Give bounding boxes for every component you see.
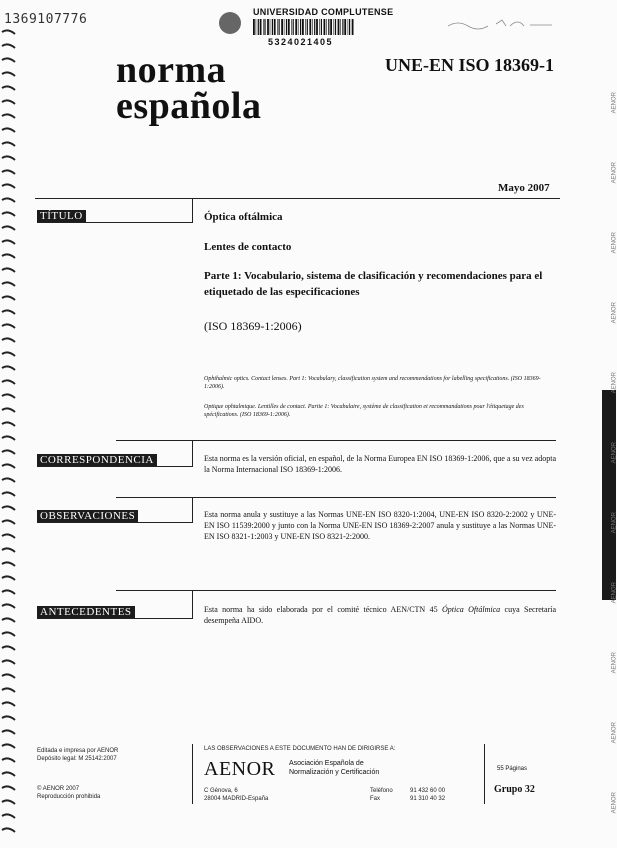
- norm-code: UNE-EN ISO 18369-1: [385, 55, 555, 75]
- antecedentes-committee: Óptica Oftálmica: [441, 605, 501, 614]
- fax-row: [370, 795, 445, 803]
- observaciones-text: Esta norma anula y sustituye a las Normas UNE-EN ISO 8320-1:2004, UNE-EN ISO 8320-2:2002 y UNE-EN ISO 11539:2000 y junto con la Norma UNE-EN ISO 18369-2:2007 anula y sustituye a las Normas UNE-EN ISO 8321-1:2003 y UNE-EN ISO 8321-2:2000.: [204, 510, 556, 541]
- aenor-name-line2: Normalización y Certificación: [289, 769, 380, 776]
- titulo-parte: Parte 1: Vocabulario, sistema de clasificación y recomendaciones para el etiquetado de las especificaciones: [204, 270, 543, 298]
- titulo-label: TÍTULO: [37, 210, 86, 222]
- aenor-logo: AENOR: [204, 758, 276, 780]
- antecedentes-text: [204, 604, 556, 626]
- document-heading: [116, 49, 262, 127]
- titulo-main: Óptica oftálmica: [204, 211, 283, 223]
- fax-label: Fax: [370, 796, 381, 802]
- address-line1: C Génova, 6: [204, 788, 238, 794]
- titulo-english: Ophthalmic optics. Contact lenses. Part 1: Vocabulary, classification system and recommendations for labelling specifications. (ISO 18369-1:2006).: [204, 376, 541, 390]
- correspondencia-text: Esta norma es la versión oficial, en español, de la Norma Europea EN ISO 18369-1:2006, que a su vez adopta la Norma Internacional ISO 18369-1:2006.: [204, 454, 556, 474]
- spiral-binding: [0, 28, 18, 840]
- telefono-label: Teléfono: [370, 788, 393, 794]
- aenor-full-name: [289, 759, 399, 777]
- barcode-icon: [253, 19, 353, 35]
- antecedentes-divider: [116, 590, 556, 591]
- university-seal-icon: [219, 12, 241, 34]
- titulo-underline: [37, 222, 193, 223]
- stamp-scribble-icon: [446, 14, 556, 32]
- barcode-number: 5324021405: [268, 37, 334, 47]
- editada-line1: Editada e impresa por AENOR: [37, 748, 119, 754]
- price-group: Grupo 32: [494, 784, 535, 795]
- side-watermark: AENOR: [611, 582, 617, 604]
- titulo-sub: Lentes de contacto: [204, 241, 292, 253]
- correspondencia-underline: [37, 466, 193, 467]
- editada-line2: Depósito legal: M 25142:2007: [37, 756, 117, 762]
- titulo-connector: [192, 198, 193, 222]
- side-watermark: AENOR: [611, 92, 617, 114]
- heading-line1: norma: [116, 49, 227, 91]
- page-edge-tab: [602, 390, 616, 600]
- side-watermark: AENOR: [611, 722, 617, 744]
- titulo-french: Optique ophtalmique. Lentilles de contact. Partie 1: Vocabulaire, système de classification et recommandations pour l'étiquetage des spécifications. (ISO 18369-1:2006).: [204, 404, 524, 418]
- side-watermark: AENOR: [611, 652, 617, 674]
- telefono-row: [370, 787, 445, 795]
- observaciones-divider: [116, 497, 556, 498]
- university-name: UNIVERSIDAD COMPLUTENSE: [253, 7, 394, 17]
- antecedentes-text-start: Esta norma ha sido elaborada por el comité técnico AEN/CTN 45: [204, 605, 442, 614]
- correspondencia-connector: [192, 440, 193, 466]
- copyright-text: © AENOR 2007: [37, 786, 80, 792]
- side-watermark: AENOR: [611, 442, 617, 464]
- footer-divider-right: [484, 744, 485, 804]
- address-line2: 28004 MADRID-España: [204, 796, 269, 802]
- aenor-address: [204, 787, 268, 803]
- heading-line2: española: [116, 85, 262, 127]
- telefono-value: 91 432 60 00: [410, 788, 446, 794]
- page-count: 55 Páginas: [497, 766, 528, 772]
- observaciones-underline: [37, 522, 193, 523]
- footer-copyright: [37, 785, 100, 801]
- aenor-name-line1: Asociación Española de: [289, 760, 364, 767]
- titulo-iso: (ISO 18369-1:2006): [204, 319, 302, 333]
- antecedentes-text-end: cuya Secretaría desempeña AIDO.: [204, 605, 557, 625]
- side-watermark: AENOR: [611, 232, 617, 254]
- antecedentes-underline: [37, 618, 193, 619]
- publication-date: Mayo 2007: [498, 182, 550, 194]
- side-watermark: AENOR: [611, 302, 617, 324]
- side-watermark: AENOR: [611, 162, 617, 184]
- aenor-contact: [370, 787, 445, 803]
- antecedentes-connector: [192, 590, 193, 618]
- antecedentes-label: ANTECEDENTES: [37, 606, 135, 618]
- reproduccion-text: Reproducción prohibida: [37, 794, 101, 800]
- observaciones-label: OBSERVACIONES: [37, 510, 138, 522]
- side-watermark: AENOR: [611, 372, 617, 394]
- footer-divider-left: [192, 744, 193, 804]
- correspondencia-divider: [116, 440, 556, 441]
- footer-dirigirse: LAS OBSERVACIONES A ESTE DOCUMENTO HAN DE DIRIGIRSE A:: [204, 746, 396, 752]
- observaciones-connector: [192, 497, 193, 522]
- correspondencia-label: CORRESPONDENCIA: [37, 454, 157, 466]
- side-watermark: AENOR: [611, 792, 617, 814]
- date-divider: [35, 198, 560, 199]
- side-watermark: AENOR: [611, 512, 617, 534]
- fax-value: 91 310 40 32: [410, 796, 446, 802]
- footer-editada: [37, 747, 118, 763]
- handwritten-id: 1369107776: [4, 12, 88, 27]
